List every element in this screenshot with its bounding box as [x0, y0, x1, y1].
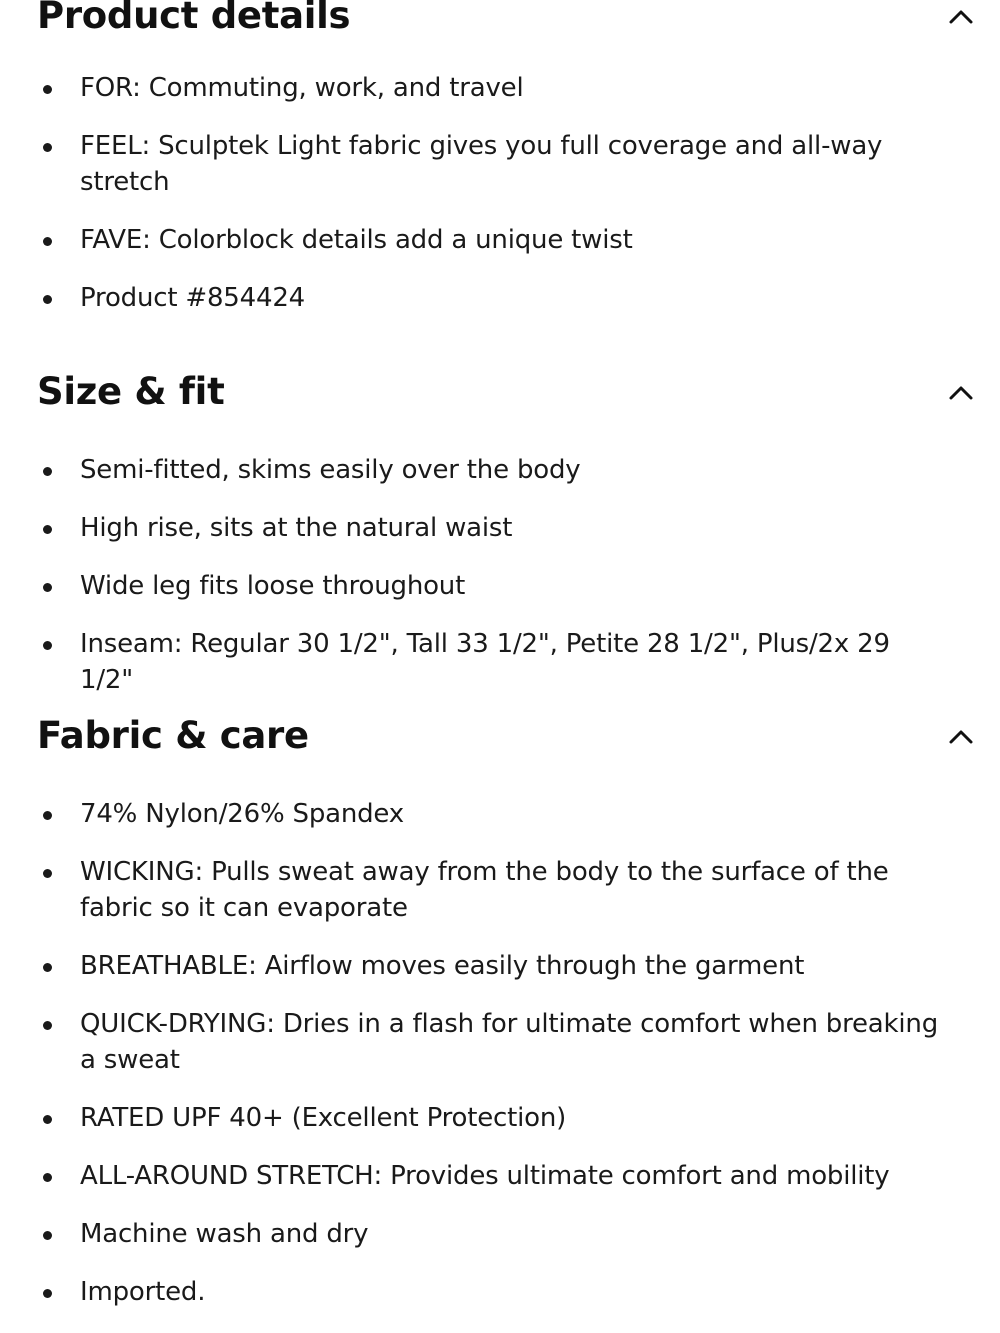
- fabric-care-list: [0, 796, 1000, 1310]
- chevron-up-icon[interactable]: [944, 0, 978, 34]
- list-item-text: Machine wash and dry: [80, 1219, 369, 1249]
- list-item-text: 74% Nylon/26% Spandex: [80, 799, 404, 829]
- list-item: [0, 128, 1000, 200]
- list-item-text: BREATHABLE: Airflow moves easily through the garment: [80, 951, 805, 981]
- list-item-text: FAVE: Colorblock details add a unique twist: [80, 225, 633, 255]
- list-item-text: Imported.: [80, 1277, 206, 1307]
- list-item-text: FEEL: Sculptek Light fabric gives you full coverage and all-way stretch: [80, 131, 883, 197]
- list-item: [0, 452, 1000, 488]
- section-title: Product details: [37, 0, 351, 37]
- product-details-header[interactable]: [0, 0, 1000, 50]
- list-item: [0, 1274, 1000, 1310]
- list-item: [0, 70, 1000, 106]
- list-item-text: Inseam: Regular 30 1/2", Tall 33 1/2", Petite 28 1/2", Plus/2x 29 1/2": [80, 629, 890, 695]
- list-item: [0, 222, 1000, 258]
- list-item-text: Semi-fitted, skims easily over the body: [80, 455, 581, 485]
- list-item-text: High rise, sits at the natural waist: [80, 513, 513, 543]
- bullet-icon: [43, 1231, 52, 1240]
- list-item-text: Wide leg fits loose throughout: [80, 571, 466, 601]
- bullet-icon: [43, 1021, 52, 1030]
- bullet-icon: [43, 811, 52, 820]
- bullet-icon: [43, 467, 52, 476]
- bullet-icon: [43, 525, 52, 534]
- list-item: [0, 948, 1000, 984]
- list-item-text: QUICK-DRYING: Dries in a flash for ultimate comfort when breaking a sweat: [80, 1009, 939, 1075]
- list-item: [0, 796, 1000, 832]
- fabric-care-header[interactable]: [0, 714, 1000, 770]
- list-item-text: WICKING: Pulls sweat away from the body to the surface of the fabric so it can evaporate: [80, 857, 889, 923]
- list-item: [0, 280, 1000, 316]
- bullet-icon: [43, 963, 52, 972]
- list-item: [0, 854, 1000, 926]
- bullet-icon: [43, 869, 52, 878]
- bullet-icon: [43, 85, 52, 94]
- list-item-text: Product #854424: [80, 283, 306, 313]
- list-item: [0, 1158, 1000, 1194]
- section-title: Fabric & care: [37, 714, 309, 757]
- list-item: [0, 1100, 1000, 1136]
- list-item: [0, 1006, 1000, 1078]
- bullet-icon: [43, 1173, 52, 1182]
- chevron-up-icon[interactable]: [944, 376, 978, 410]
- chevron-up-icon[interactable]: [944, 720, 978, 754]
- list-item: [0, 626, 1000, 698]
- product-details-list: [0, 70, 1000, 316]
- list-item-text: RATED UPF 40+ (Excellent Protection): [80, 1103, 567, 1133]
- product-details-section: [0, 0, 1000, 338]
- list-item-text: FOR: Commuting, work, and travel: [80, 73, 524, 103]
- bullet-icon: [43, 641, 52, 650]
- size-fit-header[interactable]: [0, 370, 1000, 426]
- bullet-icon: [43, 1289, 52, 1298]
- list-item: [0, 1216, 1000, 1252]
- section-title: Size & fit: [37, 370, 225, 413]
- bullet-icon: [43, 583, 52, 592]
- fabric-care-section: [0, 714, 1000, 1332]
- bullet-icon: [43, 143, 52, 152]
- bullet-icon: [43, 237, 52, 246]
- bullet-icon: [43, 1115, 52, 1124]
- list-item: [0, 568, 1000, 604]
- list-item-text: ALL-AROUND STRETCH: Provides ultimate comfort and mobility: [80, 1161, 890, 1191]
- size-fit-list: [0, 452, 1000, 698]
- list-item: [0, 510, 1000, 546]
- bullet-icon: [43, 295, 52, 304]
- size-fit-section: [0, 370, 1000, 720]
